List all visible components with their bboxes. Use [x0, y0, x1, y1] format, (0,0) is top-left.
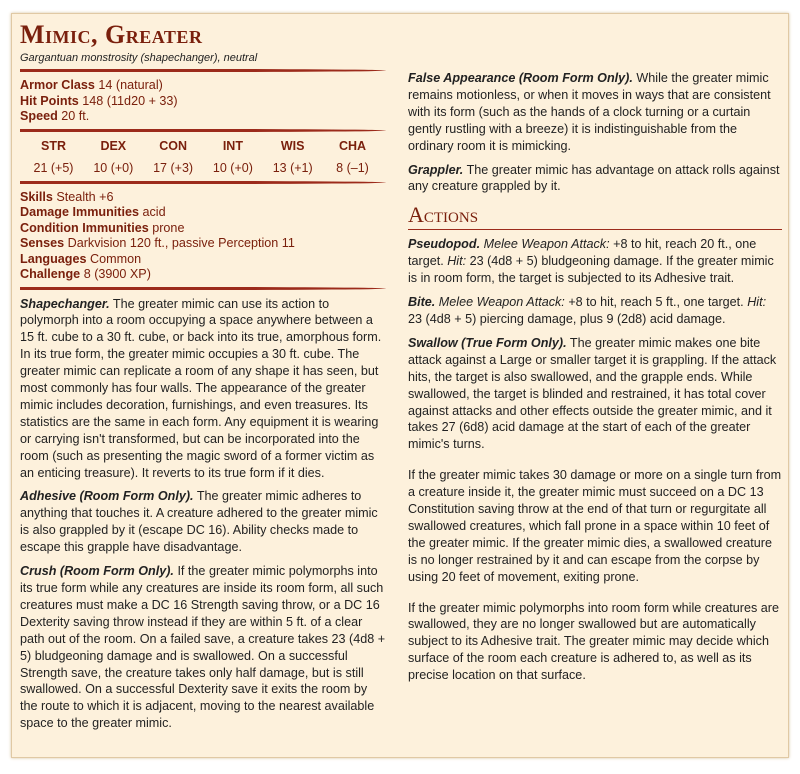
ability-cha: CHA 8 (–1) — [336, 138, 369, 175]
hit-points: Hit Points 148 (11d20 + 33) — [20, 93, 178, 108]
trait-adhesive: Adhesive (Room Form Only). The greater mimic adheres to anything that touches it. A creature adhered to the greater mimic is also grappled by it (escape DC 16). Ability checks made to escape this grapple have disadvantage. — [20, 489, 378, 555]
divider — [20, 129, 386, 132]
left-column — [20, 14, 386, 739]
ability-con: CON 17 (+3) — [153, 138, 194, 175]
ability-scores — [20, 138, 386, 177]
ability-str: STR 21 (+5) — [33, 138, 74, 175]
action-bite: Bite. Melee Weapon Attack: +8 to hit, reach 5 ft., one target. Hit: 23 (4d8 + 5) piercing damage, plus 9 (2d8) acid damage. — [408, 295, 767, 326]
action-swallow-para3: If the greater mimic polymorphs into room form while creatures are swallowed, they are no longer swallowed but are automatically subject to its Adhesive trait. The greater mimic may decide which surface of the room each creature is adhered to, as well as its precise location on that surface. — [408, 600, 779, 683]
action-pseudopod: Pseudopod. Melee Weapon Attack: +8 to hit, reach 20 ft., one target. Hit: 23 (4d8 + 5) bludgeoning damage. If the greater mimic is in room form, the target is subjected to its Adhesive trait. — [408, 237, 774, 286]
divider — [20, 69, 386, 72]
skills: Skills Stealth +6 — [20, 189, 114, 204]
challenge: Challenge 8 (3900 XP) — [20, 267, 151, 281]
ability-int: INT 10 (+0) — [212, 138, 253, 175]
trait-grappler: Grappler. The greater mimic has advantage on attack rolls against any creature grappled by it. — [408, 162, 780, 194]
ability-dex: DEX 10 (+0) — [93, 138, 134, 175]
divider — [20, 287, 386, 290]
right-column — [408, 14, 782, 691]
monster-name: Mimic, Greater — [20, 20, 203, 49]
monster-meta: Gargantuan monstrosity (shapechanger), neutral — [20, 52, 258, 64]
ability-wis: WIS 13 (+1) — [272, 138, 313, 175]
languages: Languages Common — [20, 251, 142, 266]
divider — [20, 181, 386, 184]
trait-crush: Crush (Room Form Only). If the greater mimic polymorphs into its true form while any creatures are inside its room form, all such creatures must make a DC 16 Strength saving throw, or a DC 16 Dexterity saving throw instead if they are within 5 ft. of a clear path out of the room. On a failed save, a creature takes 23 (4d8 + 5) bludgeoning damage and is swallowed. On a successful Strength save, the creature takes only half damage, but is still swallowed. On a successful Dexterity save it exits the room by the route to which it is adjacent, moving to the nearest available space to the greater mimic. — [20, 564, 386, 731]
condition-immunities: Condition Immunities prone — [20, 220, 185, 235]
action-swallow-para2: If the greater mimic takes 30 damage or more on a single turn from a creature inside it, the greater mimic must succeed on a DC 13 Constitution saving throw at the end of that turn or regurgitate all swallowed creatures, which fall prone in a space within 10 feet of the greater mimic. If the greater mimic dies, a swallowed creature is no longer restrained by it and can escape from the corpse by using 20 feet of movement, exiting prone. — [408, 468, 782, 584]
stat-block — [11, 13, 789, 758]
trait-shapechanger: Shapechanger. The greater mimic can use its action to polymorph into a room occupying a space anywhere between a 15 ft. cube to a 30 ft. cube, or back into its true, amorphous form. In its true form, the greater mimic occupies a 30 ft. cube. The greater mimic can replicate a room of any shape it has seen, but most commonly has four walls. The appearance of the greater mimic includes decoration, furnishings, and even treasures. Its statistics are the same in each form. Any equipment it is wearing or carrying isn't transformed, but can be incorporated into the room (such as presenting the magic sword of a former victim as an enticing treasure). It reverts to its true form if it dies. — [20, 296, 382, 480]
senses: Senses Darkvision 120 ft., passive Perception 11 — [20, 236, 295, 250]
trait-false-appearance: False Appearance (Room Form Only). While the greater mimic remains motionless, or when it moves in ways that are consistent with its form (such as the hands of a clock turning or a curtain gently rustling with a breeze) it is indistinguishable from the ordinary room it is mimicking. — [408, 71, 771, 153]
damage-immunities: Damage Immunities acid — [20, 205, 166, 219]
armor-class: Armor Class 14 (natural) — [20, 78, 163, 92]
action-swallow: Swallow (True Form Only). The greater mimic makes one bite attack against a Large or smaller target it is grappling. If the attack hits, the target is also swallowed, and the grapple ends. While swallowed, the target is blinded and restrained, it has total cover against attacks and other effects outside the greater mimic, and it takes 27 (6d8) acid damage at the start of each of the greater mimic's turns. — [408, 335, 777, 452]
speed: Speed 20 ft. — [20, 109, 90, 123]
actions-heading: Actions — [408, 202, 782, 230]
